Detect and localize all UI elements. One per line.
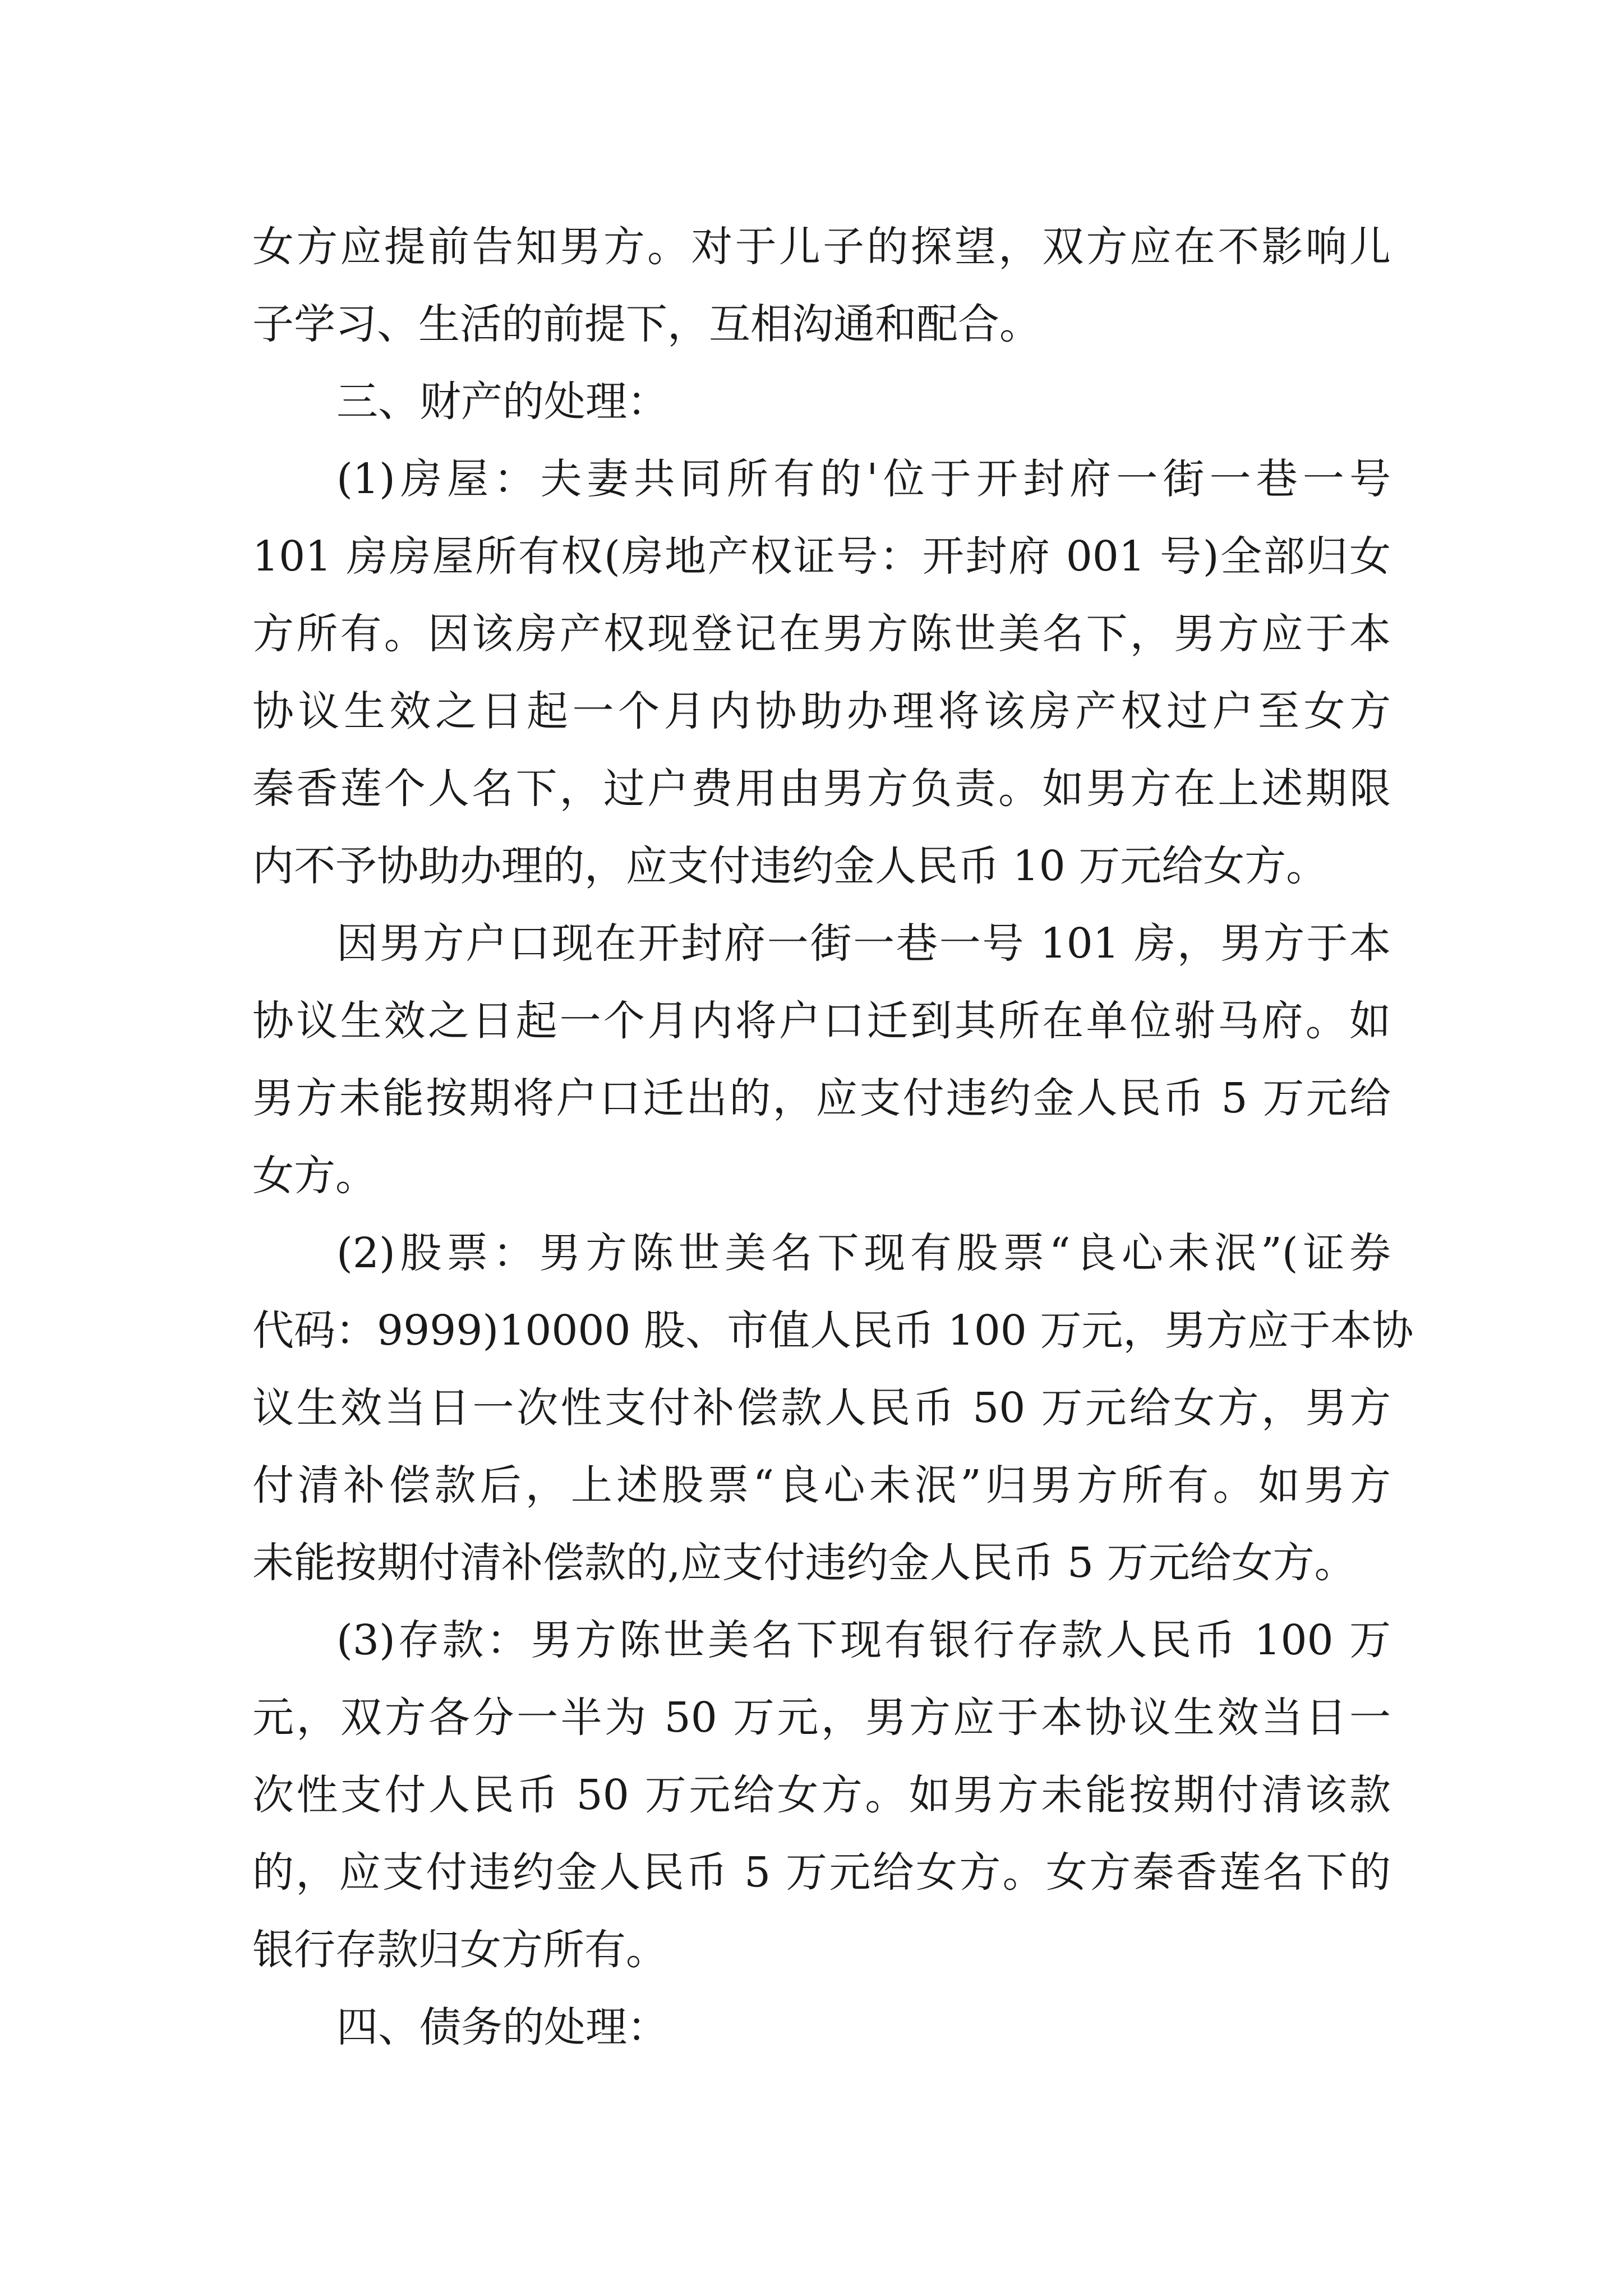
text-line: 未能按期付清补偿款的,应支付违约金人民币 5 万元给女方。	[252, 1539, 1356, 1587]
text-line: 议生效当日一次性支付补偿款人民币 50 万元给女方，男方	[252, 1384, 1391, 1432]
text-line: (3)存款：男方陈世美名下现有银行存款人民币 100 万	[336, 1616, 1391, 1664]
text-line: 元，双方各分一半为 50 万元，男方应于本协议生效当日一	[252, 1694, 1391, 1742]
text-line: 协议生效之日起一个月内将户口迁到其所在单位驸马府。如	[252, 997, 1391, 1045]
section-heading: 三、财产的处理：	[336, 378, 668, 426]
text-line: 付清补偿款后，上述股票“良心未泯”归男方所有。如男方	[252, 1461, 1391, 1510]
text-line: 内不予协助办理的，应支付违约金人民币 10 万元给女方。	[252, 842, 1328, 890]
text-line: 银行存款归女方所有。	[252, 1926, 667, 1974]
text-line: 代码：9999)10000 股、市值人民币 100 万元，男方应于本协	[252, 1306, 1414, 1355]
section-heading: 四、债务的处理：	[336, 2003, 668, 2051]
text-line: 女方应提前告知男方。对于儿子的探望，双方应在不影响儿	[252, 223, 1391, 271]
text-line: 次性支付人民币 50 万元给女方。如男方未能按期付清该款	[252, 1771, 1391, 1819]
text-line: 方所有。因该房产权现登记在男方陈世美名下，男方应于本	[252, 610, 1391, 658]
text-line: 男方未能按期将户口迁出的，应支付违约金人民币 5 万元给	[252, 1074, 1391, 1122]
text-line: 女方。	[252, 1152, 377, 1200]
text-line: 101 房房屋所有权(房地产权证号：开封府 001 号)全部归女	[252, 532, 1391, 581]
text-line: 的，应支付违约金人民币 5 万元给女方。女方秦香莲名下的	[252, 1848, 1391, 1897]
text-line: (2)股票：男方陈世美名下现有股票“良心未泯”(证券	[336, 1229, 1391, 1277]
text-line: 子学习、生活的前提下，互相沟通和配合。	[252, 300, 1041, 348]
text-line: (1)房屋：夫妻共同所有的'位于开封府一街一巷一号	[336, 455, 1391, 503]
text-line: 协议生效之日起一个月内协助办理将该房产权过户至女方	[252, 687, 1391, 735]
text-line: 秦香莲个人名下，过户费用由男方负责。如男方在上述期限	[252, 765, 1391, 813]
text-line: 因男方户口现在开封府一街一巷一号 101 房，男方于本	[336, 919, 1391, 968]
